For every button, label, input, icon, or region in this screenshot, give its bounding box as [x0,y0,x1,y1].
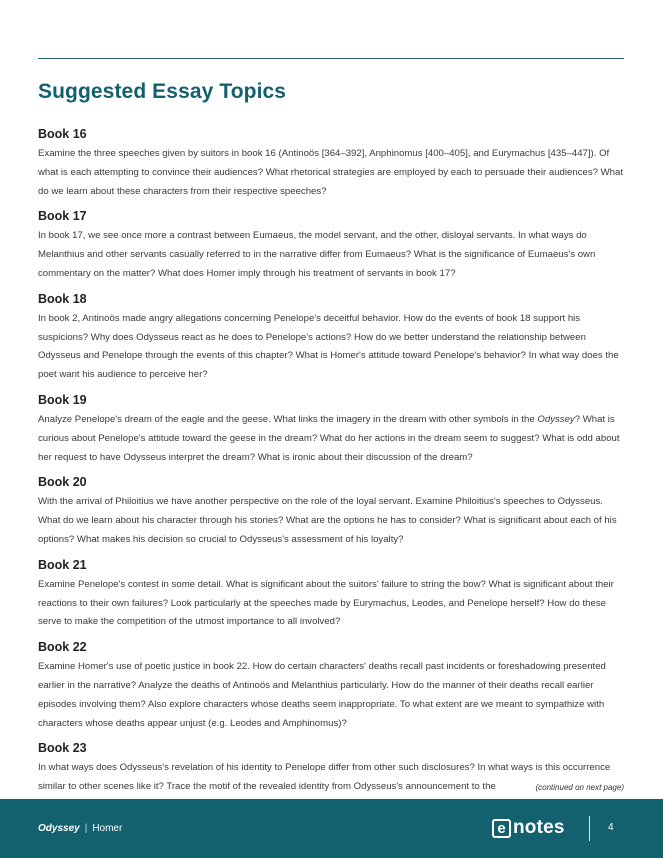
footer-work-info [38,823,122,834]
topic-book-17 [38,208,626,283]
topic-heading: Book 17 [38,209,87,224]
topic-text: In book 17, we see once more a contrast between Eumaeus, the model servant, and the other, disloyal servants. In what ways do Melanthius and other servants casually referred to in the narrative differ from Eumaeus? What is the significance of Eumaeus's own commentary on the matter? What does Homer imply through his treatment of servants in book 17? [38,230,596,279]
topic-heading: Book 16 [38,127,87,141]
topic-text: In book 2, Antinoös made angry allegations concerning Penelope's deceitful behavior. How do the events of book 18 support his suspicions? Why does Odysseus react as he does to Penelope's actions? How do we better understand the relationship between Odysseus and Penelope through the events of this chapter? What is Homer's attitude toward Penelope's behavior? In what way does the poet want his audience to perceive her? [38,312,619,381]
topic-book-16 [38,126,626,201]
topic-text: In what ways does Odysseus's revelation of his identity to Penelope differ from other such disclosures? In what ways is this occurrence similar to other scenes like it? Trace the motif of the revealed identity from Odysseus's announcement to the [38,762,611,793]
topic-heading: Book 21 [38,557,87,572]
footer-author: Homer [92,823,123,834]
footer-divider [589,816,590,841]
page-number: 4 [608,822,614,833]
footer-work-title: Odyssey [38,823,80,834]
topic-text: Examine Homer's use of poetic justice in book 22. How do certain characters' deaths recall past incidents or foreshadowing presented earlier in the narrative? Analyze the deaths of Antinoös and Melanthius particularly. How do the manner of their deaths recall earlier episodes involving them? Also explore characters whose deaths seem inappropriate. To what extent are we meant to sympathize with characters whose deaths appear unjust (e.g. Leodes and Amphinomus)? [38,661,606,729]
topic-text-part: ? What is curious about Penelope's attitude toward the geese in the dream? What do her actions in the dream seem to suggest? What is odd about her request to have Odysseus interpret the dream? What is ironic about their discussion of the dream? [38,413,620,463]
essay-topics-list [38,126,626,804]
page-title: Suggested Essay Topics [38,80,287,103]
topic-book-21 [38,557,626,632]
page-footer [0,799,663,858]
topic-text: Examine Penelope's contest in some detail. What is significant about the suitors' failure to string the bow? What is significant about their reactions to their own failures? Look particularly at the speeches made by Eurymachus, Leodes, and Penelope herself? How do these serve to make the competition of the utmost importance to all involved? [38,578,614,628]
topic-book-20 [38,474,626,549]
topic-book-22 [38,639,626,733]
topic-book-18 [38,291,626,385]
topic-heading: Book 20 [38,475,87,490]
topic-text [38,411,626,467]
enotes-logo-word: notes [513,817,565,838]
topic-heading: Book 18 [38,291,87,306]
enotes-logo [492,817,565,839]
topic-book-19 [38,392,626,467]
topic-text-part: Analyze Penelope's dream of the eagle and the geese. What links the imagery in the dream with other symbols in the [38,413,538,425]
topic-heading: Book 19 [38,392,87,407]
topic-text: Examine the three speeches given by suitors in book 16 (Antinoös [364–392], Anphinomus [400–405], and Eurymachus [435–447]). Of what is each attempting to convince their audiences? What rhetorical strategies are employed by each to persuade their audiences? What do we learn about these characters from their respective speeches? [38,148,624,197]
topic-heading: Book 22 [38,640,87,655]
topic-text: With the arrival of Philoitius we have another perspective on the role of the loyal servant. Examine Philoitius's speeches to Odysseus. What do we learn about his character through his stories? What are the options he has to consider? What is significant about each of his options? What makes his decision so crucial to Odysseus's assessment of his loyalty? [38,496,617,545]
work-title-italic: Odyssey [537,413,575,425]
topic-heading: Book 23 [38,741,87,756]
continued-note: (continued on next page) [535,783,624,792]
top-divider [38,58,624,59]
footer-separator: | [84,823,88,834]
enotes-logo-icon: e [492,819,511,838]
